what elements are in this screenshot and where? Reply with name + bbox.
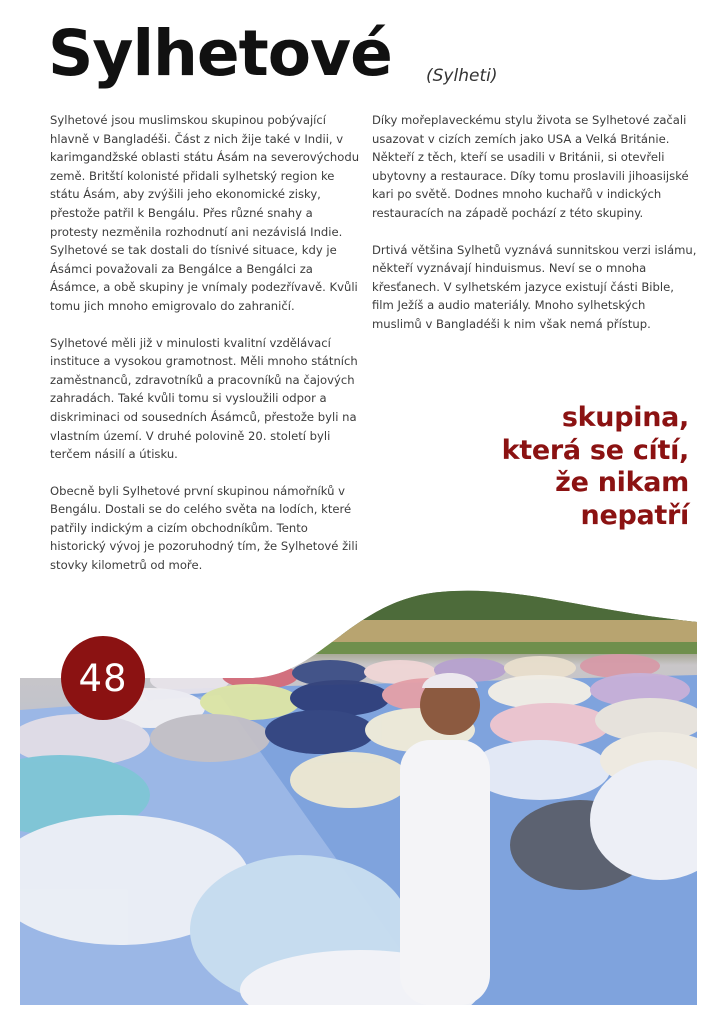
pull-quote-line: nepatří (580, 499, 689, 531)
paragraph: Obecně byli Sylhetové první skupinou námořníků v Bengálu. Dostali se do celého světa na lodích, které patřily indickým a cizím obchodníkům. Tento historický vývoj je pozoruhodný tím, že Sylhetové žili stovky kilometrů od moře. (50, 483, 358, 573)
pull-quote (502, 402, 689, 532)
paragraph: Sylhetové jsou muslimskou skupinou pobývající hlavně v Bangladéši. Část z nich žije také v Indii, v karimgandžské oblasti státu Ásám na severovýchodu země. Britští kolonisté přidali sylhetský region ke státu Ásám, aby zvýšili jeho ekonomické zisky, přestože patřil k Bengálu. Přes různé snahy a protesty nezměnila rozhodnutí ani nezávislá Indie. Sylhetové se tak dostali do tísnivé situace, kdy je Ásámci považovali za Bengálce a Bengálci za Ásámce, a obě skupiny je vnímaly podezřívavě. Kvůli tomu jich mnoho emigrovalo do zahraničí. (50, 113, 360, 313)
text-column-right (372, 111, 698, 352)
paragraph: Díky mořeplaveckému stylu života se Sylhetové začali usazovat v cizích zemích jako USA a Velká Británie. Někteří z těch, kteří se usadili v Británii, si otevřeli ubytovny a restaurace. Díky tomu proslavili jihoasijské kari po světě. Dodnes mnoho kuchařů v indických restauracích na západě pochází z této skupiny. (372, 113, 689, 220)
paragraph: Drtivá většina Sylhetů vyznává sunnitskou verzi islámu, někteří vyznávají hinduismus. Neví se o mnoha křesťanech. V sylhetském jazyce existují části Bible, film Ježíš a audio materiály. Mnoho sylhetských muslimů v Bangladéši k nim však nemá přístup. (372, 242, 697, 331)
pull-quote-line: že nikam (555, 467, 689, 498)
paragraph: Sylhetové měli již v minulosti kvalitní vzdělávací instituce a vysokou gramotnost. Měli mnoho státních zaměstnanců, zdravotníků a pracovníků na čajových zahradách. Také kvůli tomu si vysloužili odpor a diskriminaci od sousedních Ásámců, přestože byli na vlastním území. V druhé polovině 20. století byli terčem násilí a útisku. (50, 335, 358, 462)
page-number-badge: 48 (61, 636, 145, 720)
page-subtitle: (Sylheti) (426, 66, 498, 86)
pull-quote-line: skupina, (561, 402, 689, 433)
text-column-left (50, 111, 362, 593)
page-title: Sylhetové (48, 17, 392, 90)
pull-quote-line: která se cítí, (501, 434, 689, 466)
